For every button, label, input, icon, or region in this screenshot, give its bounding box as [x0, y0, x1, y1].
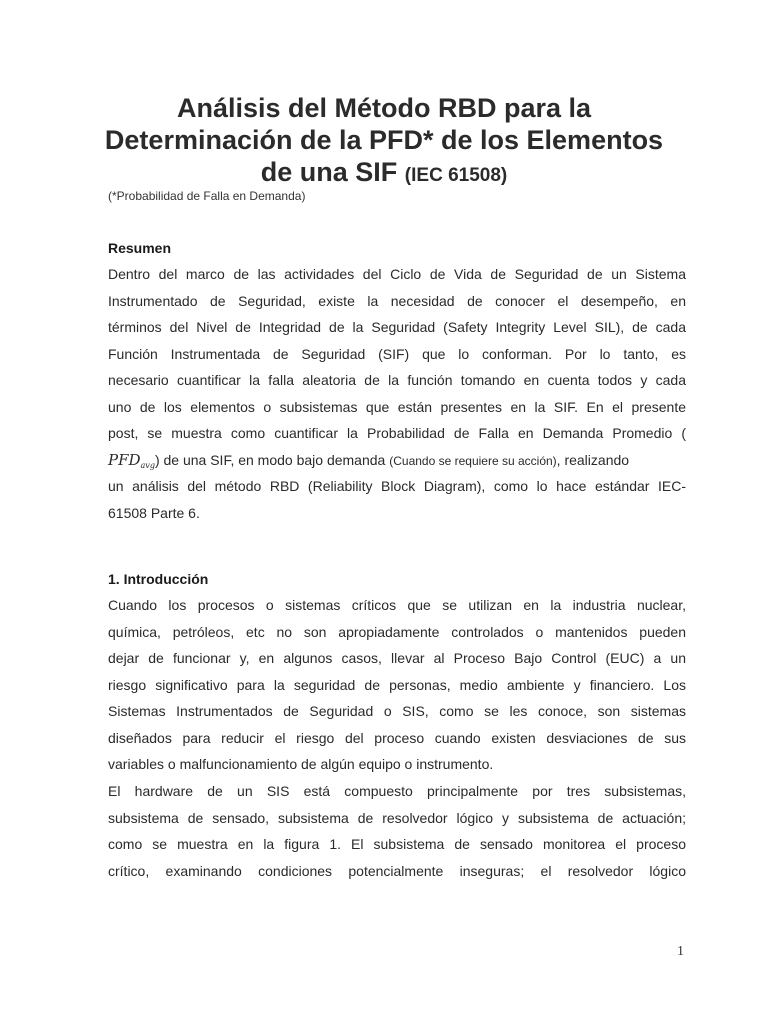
pfd-subscript: avg: [140, 460, 155, 470]
abstract-line: un análisis del método RBD (Reliability Block Diagram), como lo hace estándar IEC-: [108, 478, 686, 494]
abstract-line-8a: ) de una SIF, en modo bajo demanda: [154, 451, 390, 468]
pfd-formula: [108, 451, 155, 469]
abstract-line: necesario cuantificar la falla aleatoria de la función tomando en cuenta todos y cada: [108, 372, 686, 388]
intro-line: El hardware de un SIS está compuesto principalmente por tres subsistemas,: [108, 783, 686, 799]
intro-line: química, petróleos, etc no son apropiadamente controlados o mantenidos pueden: [108, 623, 686, 640]
title-line-3-text: de una SIF: [260, 157, 398, 187]
abstract-line: Dentro del marco de las actividades del Ciclo de Vida de Seguridad de un Sistema: [108, 266, 686, 282]
intro-line: dejar de funcionar y, en algunos casos, llevar al Proceso Bajo Control (EUC) a un: [108, 650, 686, 666]
intro-line: riesgo significativo para la seguridad de personas, medio ambiente y financiero. Los: [108, 676, 686, 693]
intro-line: variables o malfuncionamiento de algún equipo o instrumento.: [108, 756, 494, 772]
abstract-line: uno de los elementos o subsistemas que están presentes en la SIF. En el presente: [108, 398, 686, 415]
page-number: 1: [677, 944, 684, 959]
abstract-heading: Resumen: [108, 240, 172, 256]
title-standard: (IEC 61508): [404, 165, 508, 186]
title-line-1: Análisis del Método RBD para la: [176, 93, 592, 123]
introduction-paragraph-2: [108, 778, 686, 884]
abstract-line: post, se muestra como cuantificar la Probabilidad de Falla en Demanda Promedio (: [108, 425, 686, 441]
intro-line: diseñados para reducir el riesgo del proceso cuando existen desviaciones de sus: [108, 729, 686, 746]
subtitle-footnote: (*Probabilidad de Falla en Demanda): [108, 189, 306, 203]
intro-line: crítico, examinando condiciones potencialmente inseguras; el resolvedor lógico: [108, 862, 686, 879]
introduction-heading: 1. Introducción: [108, 571, 209, 587]
document-title: [80, 92, 688, 192]
abstract-paragraph: [108, 261, 686, 526]
intro-line: Sistemas Instrumentados de Seguridad o SIS, como se les conoce, son sistemas: [108, 703, 686, 719]
abstract-line: 61508 Parte 6.: [108, 504, 200, 521]
abstract-line: términos del Nivel de Integridad de la Seguridad (Safety Integrity Level SIL), de cada: [108, 319, 686, 335]
intro-line: como se muestra en la figura 1. El subsistema de sensado monitorea el proceso: [108, 836, 686, 852]
abstract-line-8-small: (Cuando se requiere su acción): [389, 453, 557, 468]
title-line-3: [80, 156, 688, 192]
abstract-formula-line: [108, 447, 686, 474]
intro-line: Cuando los procesos o sistemas críticos que se utilizan en la industria nuclear,: [108, 597, 686, 613]
intro-line: subsistema de sensado, subsistema de resolvedor lógico y subsistema de actuación;: [108, 809, 686, 826]
title-line-2: Determinación de la PFD* de los Elementos: [104, 125, 664, 155]
abstract-line-8b: , realizando: [556, 451, 630, 468]
abstract-line: Instrumentado de Seguridad, existe la necesidad de conocer el desempeño, en: [108, 292, 686, 309]
pfd-symbol: PFD: [108, 450, 141, 469]
abstract-line: Función Instrumentada de Seguridad (SIF) que lo conforman. Por lo tanto, es: [108, 345, 686, 362]
introduction-paragraph-1: [108, 592, 686, 778]
